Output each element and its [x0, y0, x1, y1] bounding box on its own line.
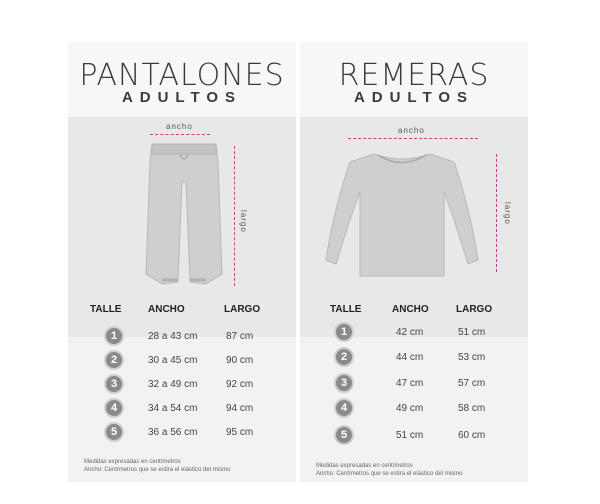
- largo-cell: 94 cm: [226, 403, 254, 414]
- table-row: [68, 350, 296, 372]
- pantalones-width-label: ancho: [166, 122, 193, 131]
- largo-cell: 95 cm: [226, 427, 254, 438]
- pants-icon: [144, 142, 224, 290]
- remeras-subtitle: ADULTOS: [353, 89, 475, 106]
- pantalones-title: PANTALONES: [79, 58, 285, 93]
- longsleeve-shirt-icon: [322, 148, 482, 278]
- size-badge: 3: [104, 374, 124, 394]
- size-badge: 4: [104, 398, 124, 418]
- pantalones-panel: [68, 42, 296, 482]
- largo-cell: 53 cm: [458, 352, 486, 363]
- table-row: [300, 322, 528, 344]
- size-badge: 2: [334, 347, 354, 367]
- remeras-table-header: [300, 304, 528, 320]
- largo-cell: 57 cm: [458, 378, 486, 389]
- ancho-cell: 32 a 49 cm: [148, 379, 198, 390]
- largo-cell: 51 cm: [458, 327, 486, 338]
- header-largo: LARGO: [456, 304, 493, 315]
- table-row: [300, 398, 528, 420]
- header-ancho: ANCHO: [392, 304, 429, 315]
- largo-cell: 92 cm: [226, 379, 254, 390]
- remeras-note-2: Ancho: Centímetros que se estira el elástico del mismo: [316, 471, 463, 477]
- size-badge: 5: [334, 425, 354, 445]
- remeras-note-1: Medidas expresadas en centímetros: [316, 463, 413, 469]
- table-row: [68, 326, 296, 348]
- size-badge: 1: [104, 326, 124, 346]
- size-badge: 5: [104, 422, 124, 442]
- table-row: [68, 422, 296, 444]
- header-talle: TALLE: [90, 304, 122, 315]
- remeras-width-label: ancho: [398, 126, 425, 135]
- pantalones-length-line: [234, 146, 235, 286]
- pantalones-note-1: Medidas expresadas en centímetros: [84, 459, 181, 465]
- ancho-cell: 44 cm: [396, 352, 424, 363]
- table-row: [68, 374, 296, 396]
- table-row: [68, 398, 296, 420]
- remeras-title: REMERAS: [338, 58, 490, 93]
- largo-cell: 90 cm: [226, 355, 254, 366]
- largo-cell: 87 cm: [226, 331, 254, 342]
- size-badge: 3: [334, 373, 354, 393]
- largo-cell: 58 cm: [458, 403, 486, 414]
- remeras-length-label: largo: [503, 202, 512, 225]
- remeras-length-line: [496, 154, 497, 272]
- header-largo: LARGO: [224, 304, 261, 315]
- table-row: [300, 347, 528, 369]
- ancho-cell: 28 a 43 cm: [148, 331, 198, 342]
- pantalones-table-header: [68, 304, 296, 320]
- ancho-cell: 36 a 56 cm: [148, 427, 198, 438]
- ancho-cell: 49 cm: [396, 403, 424, 414]
- table-row: [300, 373, 528, 395]
- table-row: [300, 425, 528, 447]
- ancho-cell: 47 cm: [396, 378, 424, 389]
- ancho-cell: 34 a 54 cm: [148, 403, 198, 414]
- remeras-width-line: [348, 138, 478, 139]
- ancho-cell: 42 cm: [396, 327, 424, 338]
- pantalones-subtitle: ADULTOS: [121, 89, 243, 106]
- pantalones-length-label: largo: [239, 210, 248, 233]
- largo-cell: 60 cm: [458, 430, 486, 441]
- ancho-cell: 30 a 45 cm: [148, 355, 198, 366]
- size-badge: 4: [334, 398, 354, 418]
- pantalones-width-line: [150, 134, 210, 135]
- size-badge: 2: [104, 350, 124, 370]
- pantalones-note-2: Ancho: Centímetros que se estira el elástico del mismo: [84, 467, 231, 473]
- header-ancho: ANCHO: [148, 304, 185, 315]
- size-badge: 1: [334, 322, 354, 342]
- remeras-panel: [300, 42, 528, 482]
- ancho-cell: 51 cm: [396, 430, 424, 441]
- header-talle: TALLE: [330, 304, 362, 315]
